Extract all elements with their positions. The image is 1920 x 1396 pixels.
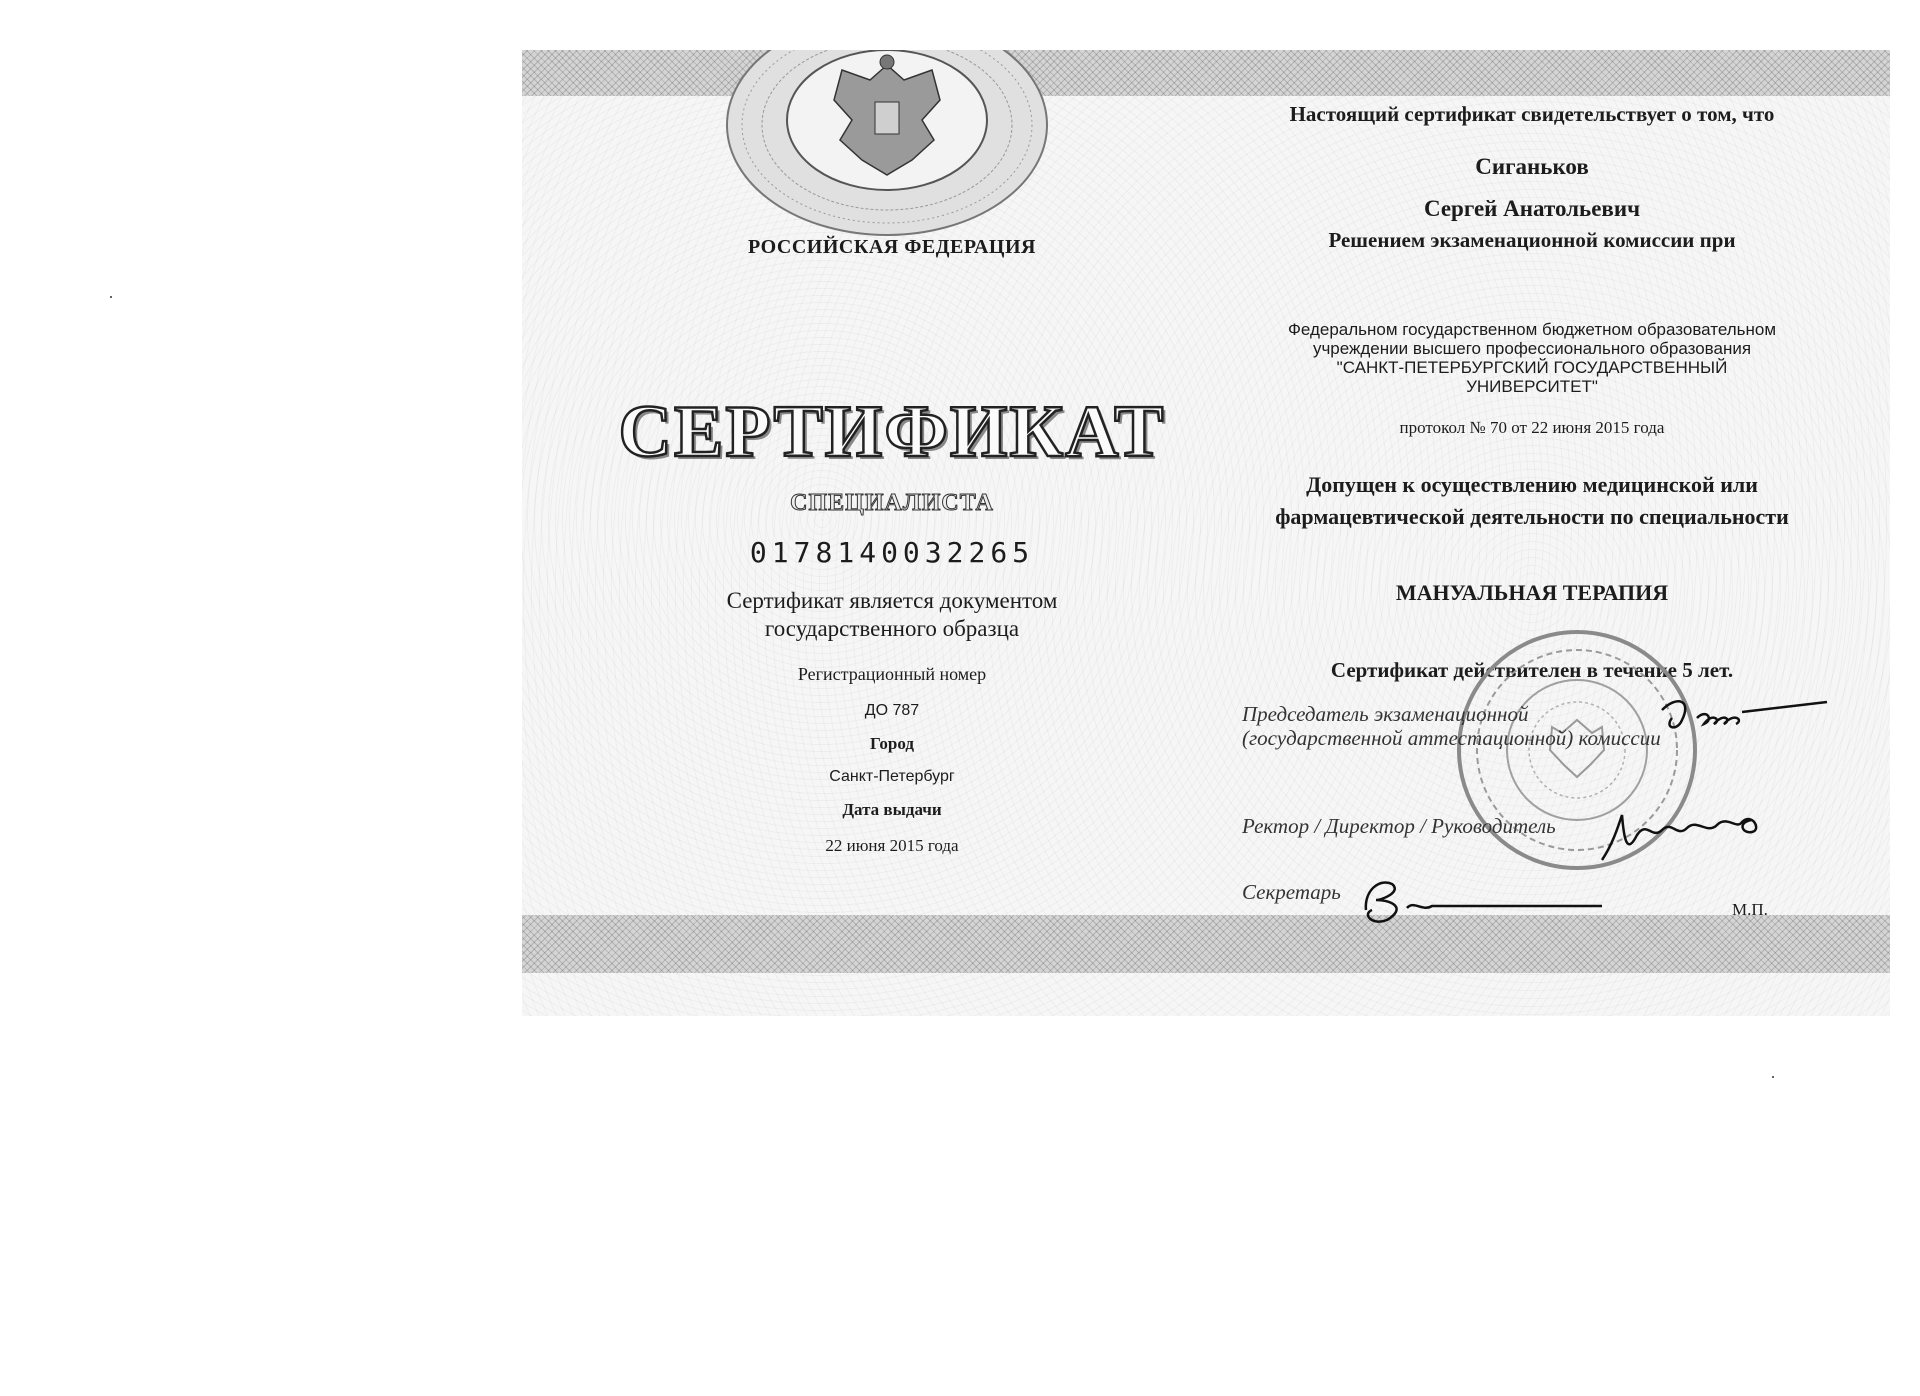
chairman-signature-icon xyxy=(1652,690,1832,745)
registration-number-value: ДО 787 xyxy=(864,702,920,719)
certificate-sheet xyxy=(522,50,1890,1016)
registration-number-label: Регистрационный номер xyxy=(797,664,987,684)
certificate-subtitle: СПЕЦИАЛИСТА xyxy=(790,490,994,516)
organization-line-3: "САНКТ-ПЕТЕРБУРГСКИЙ ГОСУДАРСТВЕННЫЙ xyxy=(1336,358,1728,377)
document-status-line-2: государственного образца xyxy=(764,616,1020,641)
secretary-label: Секретарь xyxy=(1242,880,1341,904)
holder-given-names: Сергей Анатольевич xyxy=(1423,196,1641,221)
issue-date-label: Дата выдачи xyxy=(842,800,942,819)
organization-line-2: учреждении высшего профессионального образования xyxy=(1312,339,1752,358)
intro-text: Настоящий сертификат свидетельствует о том, что xyxy=(1289,102,1775,126)
certificate-serial-number: 0178140032265 xyxy=(749,536,1035,569)
seal-place-mark: М.П. xyxy=(1732,900,1768,919)
decision-text: Решением экзаменационной комиссии при xyxy=(1328,228,1736,252)
chairman-label-line-2: (государственной аттестационной) комиссии xyxy=(1242,726,1661,750)
organization-line-1: Федеральном государственном бюджетном образовательном xyxy=(1287,320,1777,339)
rector-label: Ректор / Директор / Руководитель xyxy=(1242,814,1556,838)
admission-line-2: фармацевтической деятельности по специальности xyxy=(1275,504,1789,529)
rector-signature-icon xyxy=(1592,800,1802,870)
issue-date-value: 22 июня 2015 года xyxy=(825,836,959,855)
specialty-name: МАНУАЛЬНАЯ ТЕРАПИЯ xyxy=(1395,580,1669,605)
document-status-line-1: Сертификат является документом xyxy=(726,588,1058,613)
certificate-title: СЕРТИФИКАТ xyxy=(618,391,1166,473)
scan-speck xyxy=(1772,1076,1774,1078)
city-label: Город xyxy=(870,734,914,753)
guilloche-band-bottom xyxy=(522,915,1890,973)
protocol-text: протокол № 70 от 22 июня 2015 года xyxy=(1399,418,1665,437)
holder-surname: Сиганьков xyxy=(1475,154,1589,179)
coat-of-arms-icon xyxy=(722,50,1052,240)
chairman-label-line-1: Председатель экзаменационной xyxy=(1242,702,1529,726)
scan-speck xyxy=(110,296,112,298)
validity-text: Сертификат действителен в течение 5 лет. xyxy=(1330,658,1734,682)
city-value: Санкт-Петербург xyxy=(829,768,955,785)
secretary-signature-icon xyxy=(1352,870,1612,930)
country-name: РОССИЙСКАЯ ФЕДЕРАЦИЯ xyxy=(747,236,1036,258)
admission-line-1: Допущен к осуществлению медицинской или xyxy=(1306,472,1758,497)
organization-line-4: УНИВЕРСИТЕТ" xyxy=(1466,377,1598,396)
